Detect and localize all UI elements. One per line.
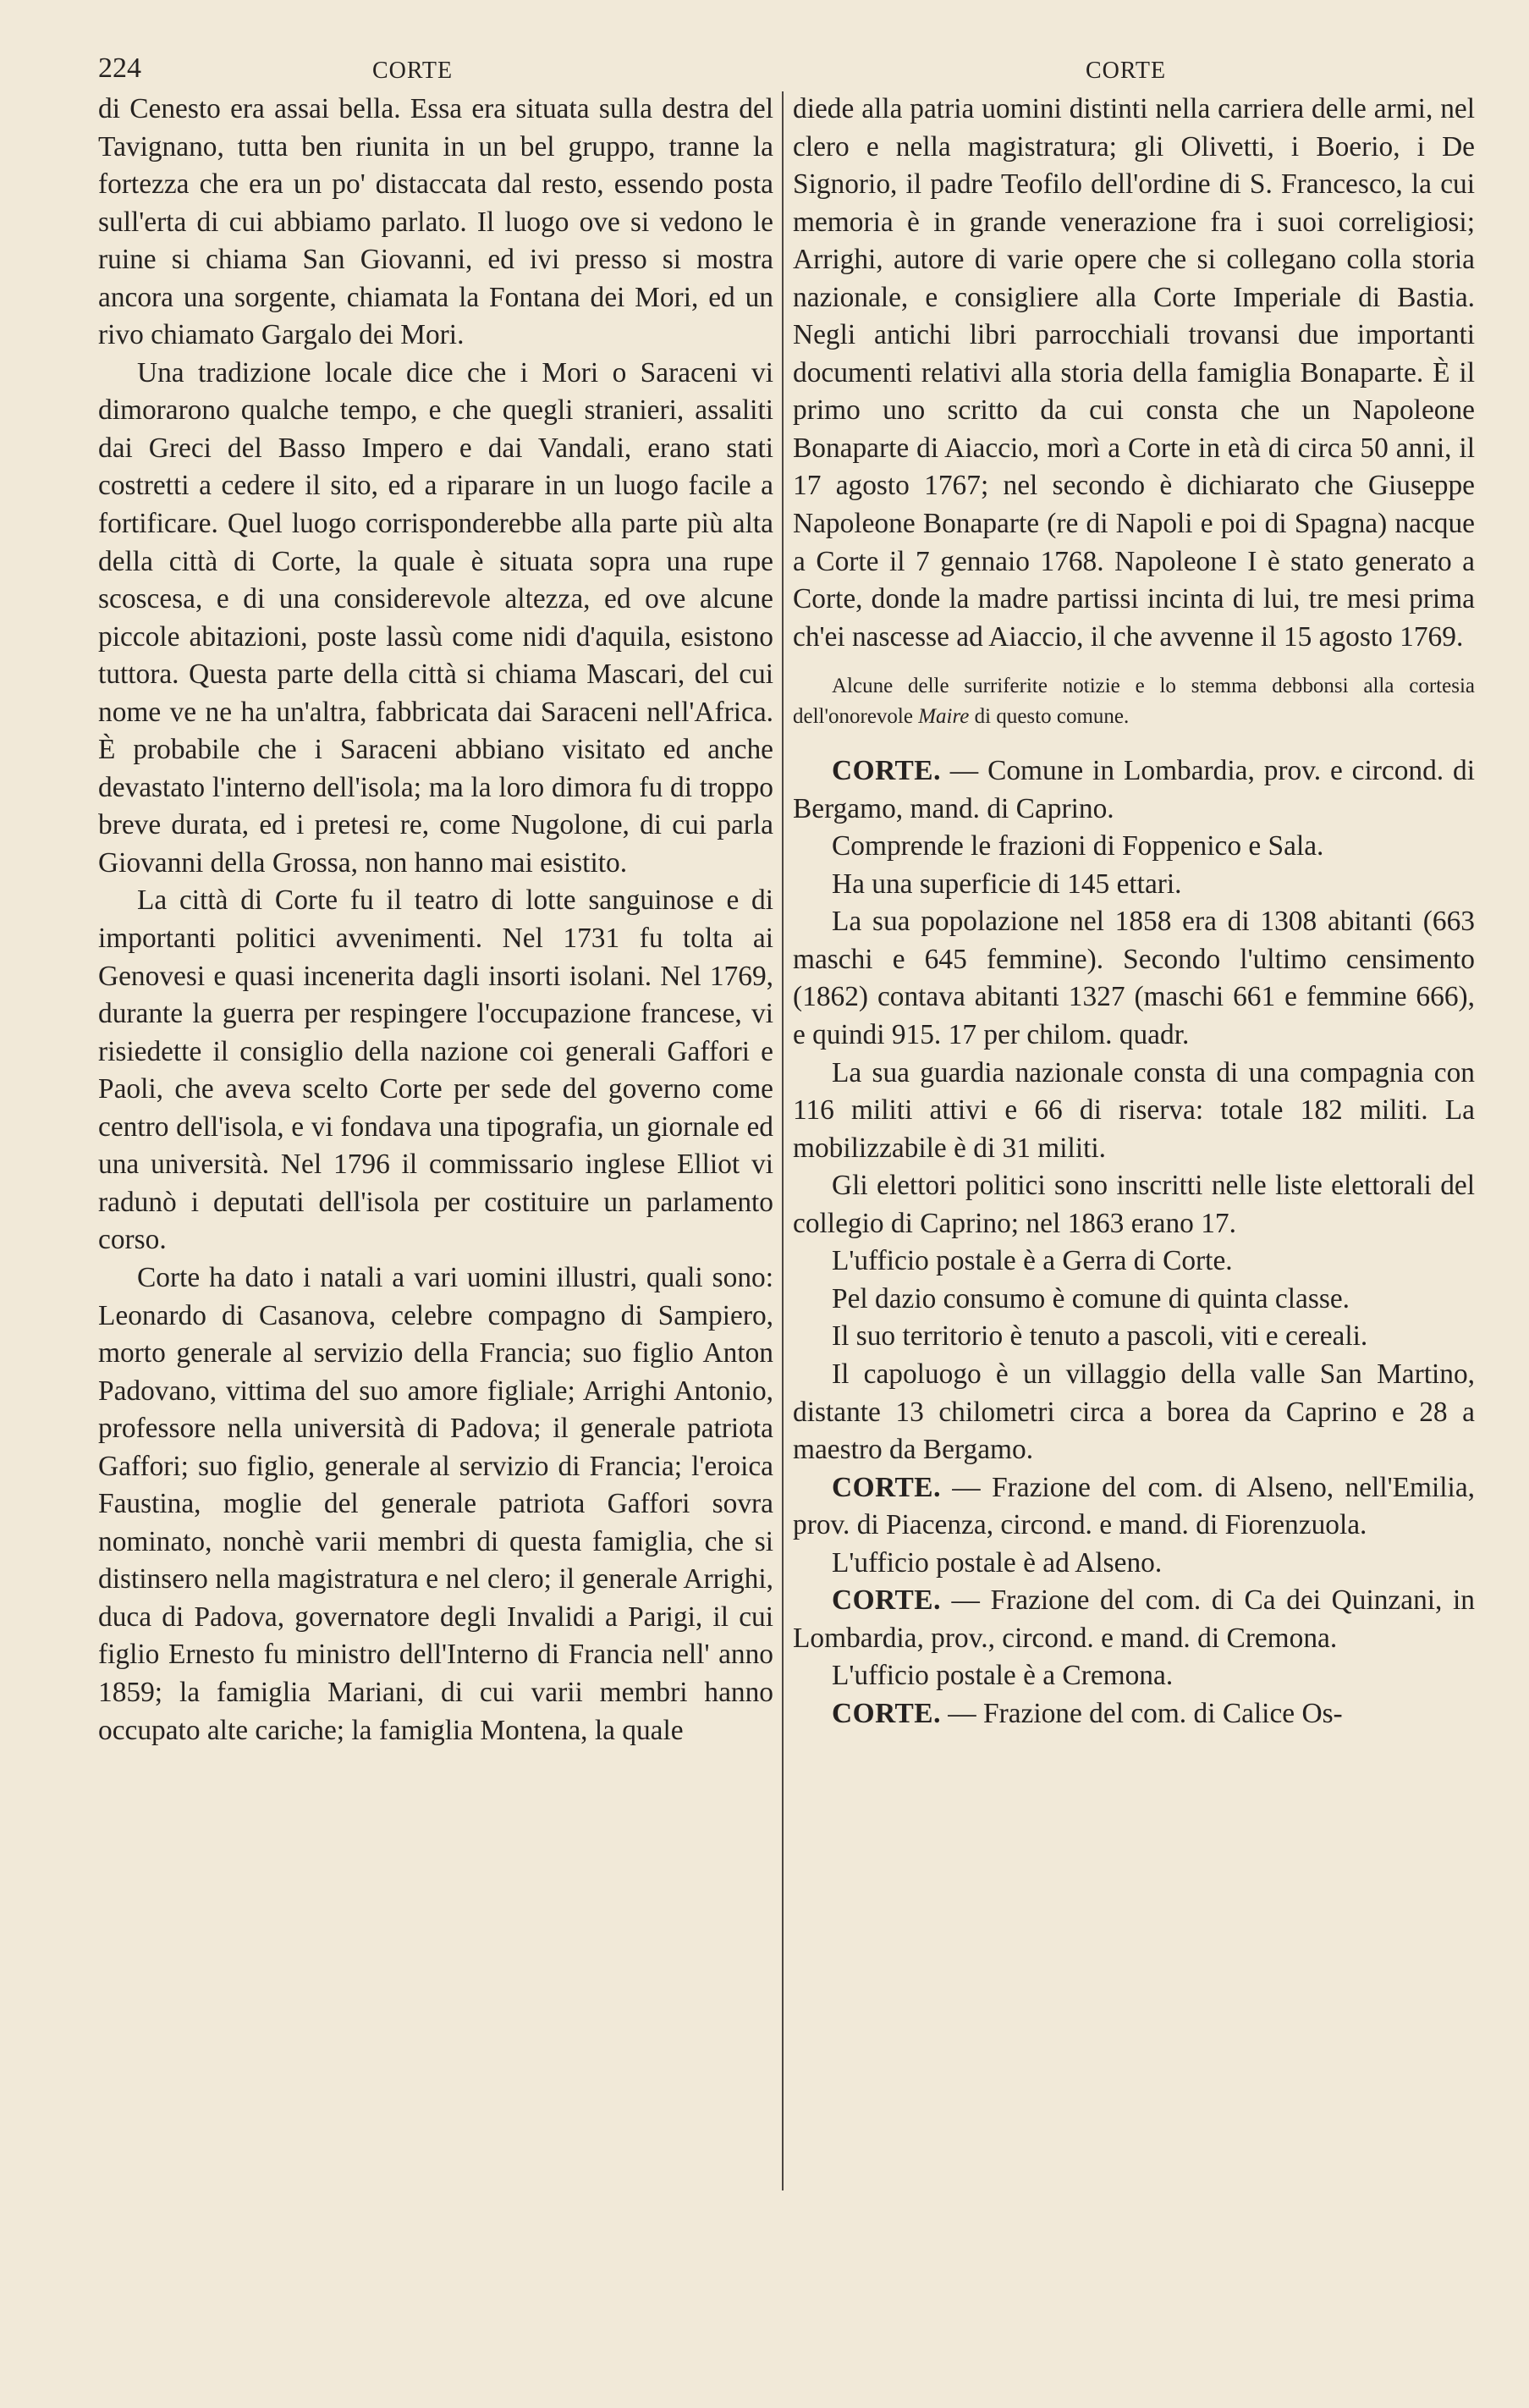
right-column — [793, 91, 1475, 1733]
entry-name: CORTE. — [832, 1471, 941, 1503]
page-number: 224 — [98, 52, 141, 84]
entry-heading: CORTE. — Frazione del com. di Ca dei Quinzani, in Lombardia, prov., circond. e mand. di Cremona. — [793, 1584, 1475, 1654]
paragraph: di Cenesto era assai bella. Essa era situata sulla destra del Tavignano, tutta ben riunita in un bel gruppo, tranne la fortezza che era un po' distaccata dal resto, essendo posta sull'erta di cui abbiamo parlato. Il luogo ove si vedono le ruine si chiama San Giovanni, ed ivi presso si mostra ancora una sorgente, chiamata la Fontana dei Mori, ed un rivo chiamato Gargalo dei Mori. — [98, 93, 773, 351]
paragraph: L'ufficio postale è a Cremona. — [832, 1660, 1174, 1692]
paragraph: Gli elettori politici sono inscritti nelle liste elettorali del collegio di Caprino; nel 1863 erano 17. — [793, 1170, 1475, 1239]
running-head-right: CORTE — [1086, 58, 1167, 84]
paragraph: diede alla patria uomini distinti nella carriera delle armi, nel clero e nella magistratura; gli Olivetti, i Boerio, i De Signorio, il padre Teofilo dell'ordine di S. Francesco, la cui memoria è in grande venerazione fra i suoi correligiosi; Arrighi, autore di varie opere che si collegano colla storia nazionale, e consigliere alla Corte Imperiale di Bastia. Negli antichi libri parrocchiali trovansi due importanti documenti relativi alla storia della famiglia Bonaparte. È il primo uno scritto da cui consta che un Napoleone Bonaparte di Aiaccio, morì a Corte in età di circa 50 anni, il 17 agosto 1767; nel secondo è dichiarato che Giuseppe Napoleone Bonaparte (re di Napoli e poi di Spagna) nacque a Corte il 7 gennaio 1768. Napoleone I è stato generato a Corte, donde la madre partissi incinta di lui, tre mesi prima ch'ei nascesse ad Aiaccio, il che avvenne il 15 agosto 1769. — [793, 93, 1475, 653]
running-head-left: CORTE — [372, 58, 454, 84]
paragraph: Corte ha dato i natali a vari uomini illustri, quali sono: Leonardo di Casanova, celebre compagno di Sampiero, morto generale al servizio della Francia; suo figlio Anton Padovano, vittima del suo amore figliale; Arrighi Antonio, professore nella università di Padova; il generale patriota Gaffori; suo figlio, generale al servizio di Francia; l'eroica Faustina, moglie del generale patriota Gaffori sovra nominato, nonchè varii membri di questa famiglia, che si distinsero nella magistratura e nel clero; il generale Arrighi, duca di Padova, governatore degli Invalidi a Parigi, il cui figlio Ernesto fu ministro dell'Interno di Francia nell' anno 1859; la famiglia Mariani, di cui varii membri hanno occupato alte cariche; la famiglia Montena, la quale — [98, 1261, 773, 1746]
paragraph: Il suo territorio è tenuto a pascoli, viti e cereali. — [832, 1320, 1368, 1353]
paragraph: La sua guardia nazionale consta di una compagnia con 116 militi attivi e 66 di riserva: totale 182 militi. La mobilizzabile è di 31 militi. — [793, 1056, 1475, 1164]
footnote: Alcune delle surriferite notizie e lo stemma debbonsi alla cortesia dell'onorevole Maire di questo comune. — [793, 675, 1475, 729]
left-column — [98, 91, 773, 1750]
entry-name: CORTE. — [832, 755, 941, 787]
entry-heading: CORTE. — Frazione del com. di Calice Os- — [832, 1697, 1343, 1729]
paragraph: La sua popolazione nel 1858 era di 1308 abitanti (663 maschi e 645 femmine). Secondo l'ultimo censimento (1862) contava abitanti 1327 (maschi 661 e femmine 666), e quindi 915. 17 per chilom. quadr. — [793, 906, 1475, 1051]
entry-heading: CORTE. — Comune in Lombardia, prov. e circond. di Bergamo, mand. di Caprino. — [793, 755, 1475, 824]
paragraph: L'ufficio postale è ad Alseno. — [832, 1546, 1163, 1579]
column-divider — [782, 91, 784, 2190]
entry-name: CORTE. — [832, 1697, 941, 1729]
paragraph: La città di Corte fu il teatro di lotte sanguinose e di importanti politici avvenimenti. Nel 1731 fu tolta ai Genovesi e quasi incenerita dagli insorti isolani. Nel 1769, durante la guerra per respingere l'occupazione francese, vi risiedette il consiglio della nazione coi generali Gaffori e Paoli, che aveva scelto Corte per sede del governo come centro dell'isola, e vi fondava una tipografia, un giornale ed una università. Nel 1796 il commissario inglese Elliot vi radunò i deputati dell'isola per costituire un parlamento corso. — [98, 884, 773, 1256]
paragraph: Il capoluogo è un villaggio della valle San Martino, distante 13 chilometri circa a borea da Caprino e 28 a maestro da Bergamo. — [793, 1358, 1475, 1466]
paragraph: L'ufficio postale è a Gerra di Corte. — [832, 1245, 1233, 1277]
paragraph: Comprende le frazioni di Foppenico e Sala. — [832, 830, 1324, 862]
entry-name: CORTE. — [832, 1584, 941, 1617]
entry-heading: CORTE. — Frazione del com. di Alseno, nell'Emilia, prov. di Piacenza, circond. e mand. di Fiorenzuola. — [793, 1471, 1475, 1541]
footnote-name: Maire — [918, 705, 970, 729]
paragraph: Pel dazio consumo è comune di quinta classe. — [832, 1282, 1350, 1314]
paragraph: Una tradizione locale dice che i Mori o Saraceni vi dimorarono qualche tempo, e che quegli stranieri, assaliti dai Greci del Basso Impero e dai Vandali, erano stati costretti a cedere il sito, ed a riparare in un luogo facile a fortificare. Quel luogo corrisponderebbe alla parte più alta della città di Corte, la quale è situata sopra una rupe scoscesa, e di una considerevole altezza, ed ove alcune piccole abitazioni, poste lassù come nidi d'aquila, esistono tuttora. Questa parte della città si chiama Mascari, del cui nome ve ne ha un'altra, fabbricata dai Saraceni nell'Africa. È probabile che i Saraceni abbiano visitato ed anche devastato l'interno dell'isola; ma la loro dimora fu di troppo breve durata, ed i pretesi re, come Nugolone, di cui parla Giovanni della Grossa, non hanno mai esistito. — [98, 356, 773, 879]
paragraph: Ha una superficie di 145 ettari. — [832, 868, 1182, 900]
